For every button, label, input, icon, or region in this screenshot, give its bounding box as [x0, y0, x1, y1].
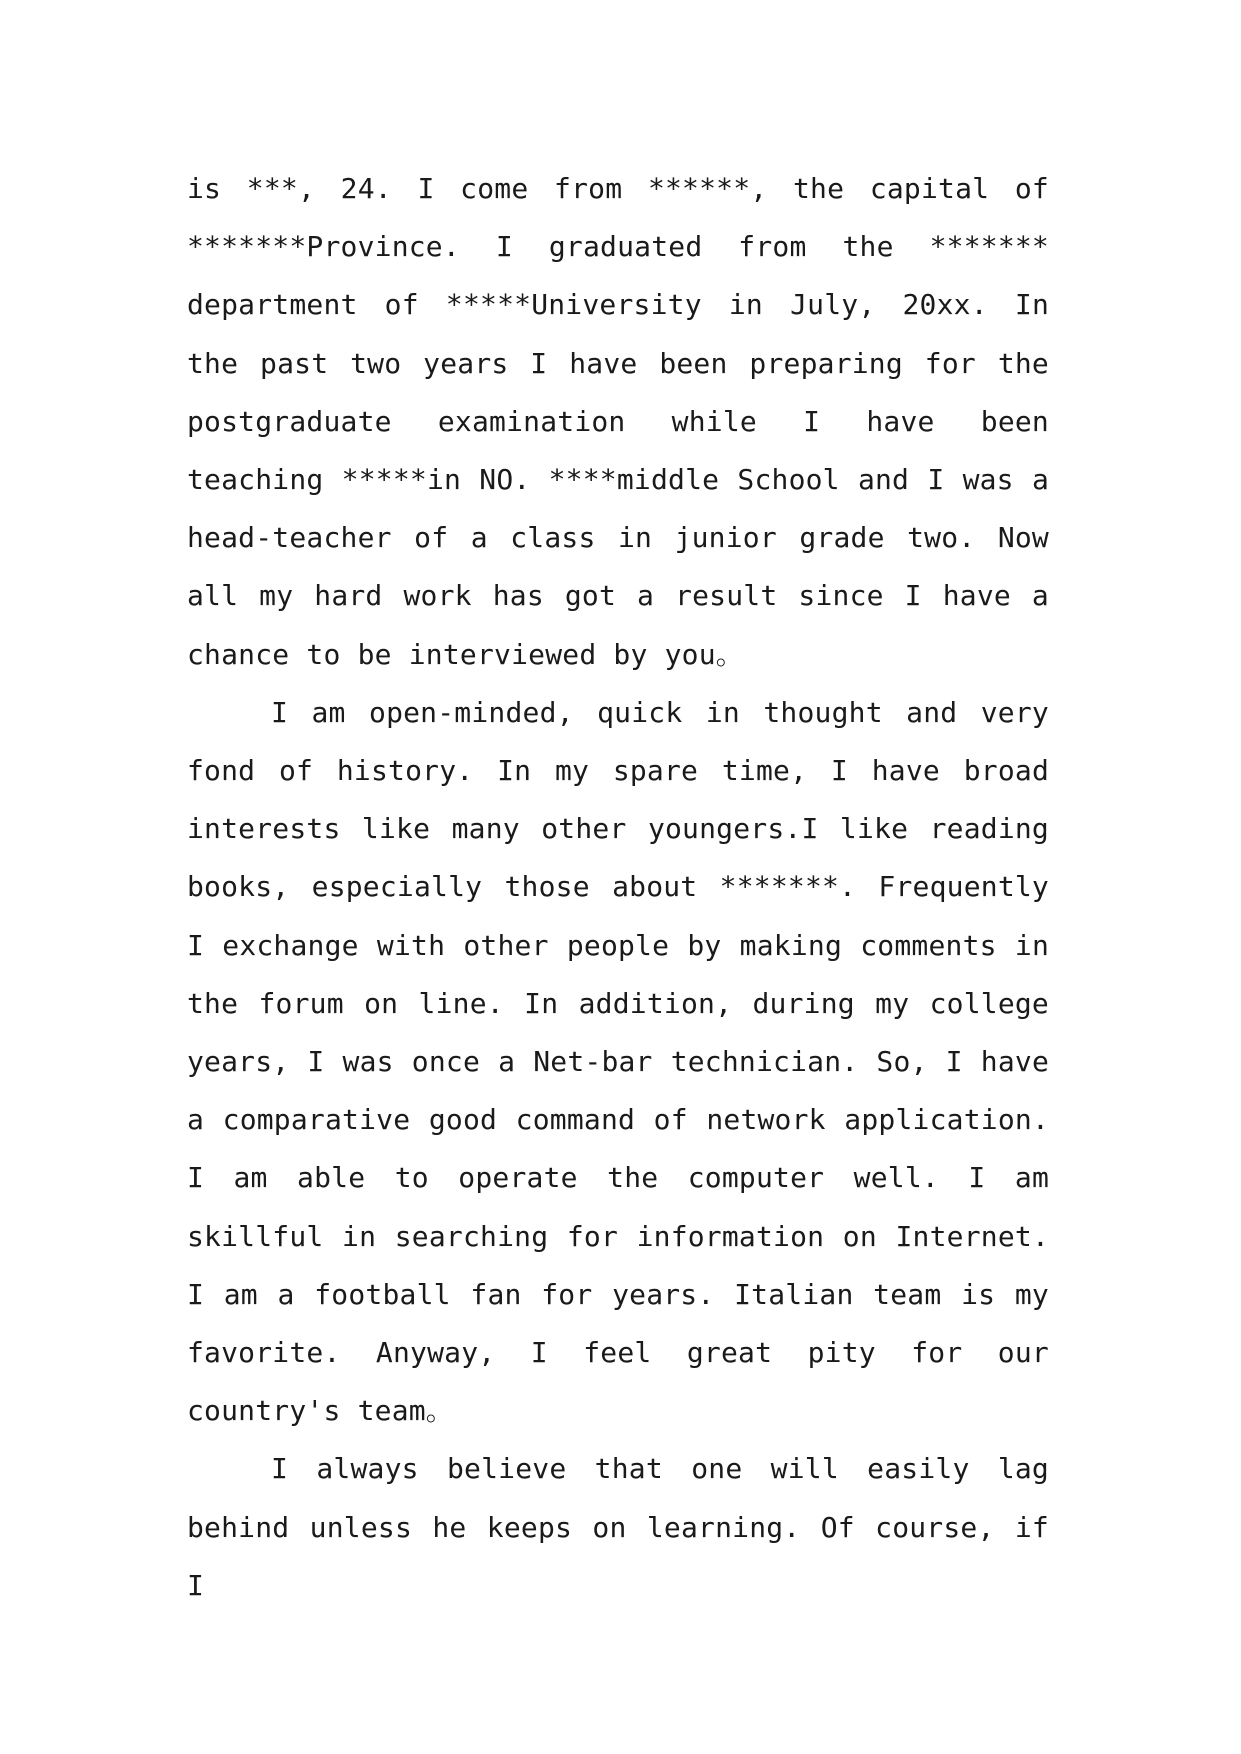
paragraph-2: I am open-minded, quick in thought and very fond of history. In my spare time, I have broad interests like many other youngers.I like reading books, especially those about *******. Frequently I exchange with other people by making comments in the forum on line. In addition, during my college years, I was once a Net-bar technician. So, I have a comparative good command of network application. I am able to operate the computer well. I am skillful in searching for information on Internet. I am a football fan for years. Italian team is my favorite. Anyway, I feel great pity for our country's team。	[187, 695, 1049, 1428]
paragraph-1: is ***, 24. I come from ******, the capital of *******Province. I graduated from the ******* department of *****University in July, 20xx. In the past two years I have been preparing for the postgraduate examination while I have been teaching *****in NO. ****middle School and I was a head-teacher of a class in junior grade two. Now all my hard work has got a result since I have a chance to be interviewed by you。	[187, 172, 1049, 671]
paragraph-3: I always believe that one will easily lag behind unless he keeps on learning. Of course, if I	[187, 1452, 1049, 1602]
body-text	[187, 160, 1049, 1615]
